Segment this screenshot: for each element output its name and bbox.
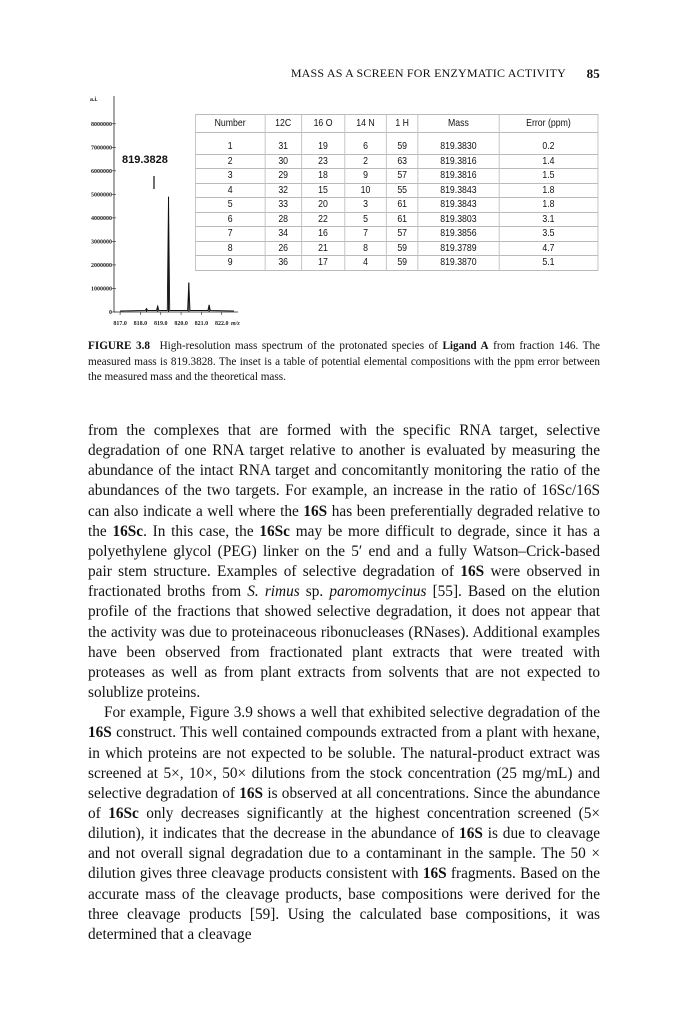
cell-mass: 819.3803	[418, 212, 499, 227]
page-header	[88, 66, 600, 82]
y-tick-label: 1000000	[91, 286, 112, 293]
cell-1h: 63	[386, 154, 417, 169]
header-12c: 12C	[265, 115, 302, 133]
p2-text: is observed at all concentrations. Since the abundance of	[88, 784, 600, 822]
cell-14n: 7	[345, 227, 387, 242]
x-tick-label: 818.0	[133, 321, 148, 327]
p2-bold: 16Sc	[108, 804, 139, 822]
cell-error: 0.2	[499, 133, 598, 155]
cell-14n: 6	[345, 133, 387, 155]
cell-error: 1.8	[499, 183, 598, 198]
paragraph-2	[88, 703, 600, 945]
cell-12c: 28	[265, 212, 302, 227]
x-axis-ticks	[113, 312, 228, 327]
cell-1h: 61	[386, 212, 417, 227]
table-row	[195, 154, 598, 169]
cell-14n: 8	[345, 241, 387, 256]
cell-error: 5.1	[499, 256, 598, 271]
y-tick-label: 5000000	[91, 192, 112, 199]
cell-mass: 819.3830	[418, 133, 499, 155]
cell-14n: 4	[345, 256, 387, 271]
elemental-composition-table	[195, 114, 598, 271]
cell-mass: 819.3816	[418, 169, 499, 184]
figure-caption	[88, 339, 600, 386]
cell-12c: 36	[265, 256, 302, 271]
table-row	[195, 169, 598, 184]
cell-14n: 5	[345, 212, 387, 227]
cell-12c: 32	[265, 183, 302, 198]
x-tick-label: 822.0	[214, 321, 229, 327]
cell-1h: 59	[386, 133, 417, 155]
paragraph-1	[88, 421, 600, 703]
p2-bold: 16S	[422, 865, 447, 883]
p1-bold: 16Sc	[259, 522, 290, 540]
cell-mass: 819.3789	[418, 241, 499, 256]
cell-number: 8	[195, 241, 264, 256]
figure-label: FIGURE 3.8	[88, 340, 151, 352]
p2-text: For example, Figure 3.9 shows a well that exhibited selective degradation of the	[104, 704, 600, 722]
p1-text: were observed in fractionated broths from	[88, 563, 601, 601]
cell-number: 9	[195, 256, 264, 271]
x-tick-label: 819.0	[154, 321, 168, 327]
cell-16o: 17	[302, 256, 345, 271]
p1-italic: paromomycinus	[329, 583, 427, 601]
header-number: Number	[195, 115, 264, 133]
header-14n: 14 N	[345, 115, 387, 133]
cell-14n: 2	[345, 154, 387, 169]
p1-text: sp.	[305, 583, 324, 601]
p2-text: fragments. Based on the accurate mass of the cleavage products, base compositions were derived for the three cleavage products [59]. Using the calculated base compositions, it was determined that a cleavage	[88, 865, 601, 943]
y-tick-label: 3000000	[91, 239, 112, 246]
cell-16o: 18	[302, 169, 345, 184]
caption-ligand: Ligand A	[442, 340, 489, 352]
y-tick-label: 0	[109, 310, 112, 316]
cell-16o: 19	[302, 133, 345, 155]
cell-error: 4.7	[499, 241, 598, 256]
cell-12c: 26	[265, 241, 302, 256]
figure-3-8	[88, 92, 600, 332]
p2-text: construct. This well contained compounds extracted from a plant with hexane, in which proteins are not expected to be soluble. The natural-product extract was screened at 5×, 10×, 50× dilutions from the stock concentration (25 mg/mL) and selective degradation of	[88, 724, 600, 802]
cell-1h: 57	[386, 169, 417, 184]
cell-16o: 22	[302, 212, 345, 227]
p2-text: is due to cleavage and not overall signal degradation due to a contaminant in the sample. The 50 × dilution gives three cleavage products consistent with	[88, 825, 601, 883]
table-row	[195, 212, 598, 227]
cell-14n: 10	[345, 183, 387, 198]
table-row	[195, 256, 598, 271]
table-row	[195, 227, 598, 242]
p2-bold: 16S	[88, 724, 112, 742]
p2-bold: 16S	[239, 784, 264, 802]
cell-number: 7	[195, 227, 264, 242]
header-1h: 1 H	[386, 115, 417, 133]
p1-bold: 16S	[460, 563, 485, 581]
y-tick-label: 2000000	[91, 262, 112, 269]
cell-16o: 21	[302, 241, 345, 256]
cell-number: 4	[195, 183, 264, 198]
cell-12c: 29	[265, 169, 302, 184]
cell-number: 1	[195, 133, 264, 155]
peak-label: 819.3828	[122, 154, 168, 166]
cell-mass: 819.3816	[418, 154, 499, 169]
header-error: Error (ppm)	[499, 115, 598, 133]
cell-14n: 9	[345, 169, 387, 184]
cell-12c: 33	[265, 198, 302, 213]
cell-1h: 57	[386, 227, 417, 242]
x-tick-label: 820.0	[174, 321, 188, 327]
table-row	[195, 133, 598, 155]
body-text	[88, 421, 600, 945]
cell-1h: 61	[386, 198, 417, 213]
cell-16o: 15	[302, 183, 345, 198]
cell-mass: 819.3843	[418, 198, 499, 213]
cell-16o: 23	[302, 154, 345, 169]
caption-text-1: High-resolution mass spectrum of the protonated species of	[159, 340, 438, 352]
p2-bold: 16S	[459, 825, 483, 843]
table-row	[195, 183, 598, 198]
y-tick-label: 6000000	[91, 168, 112, 175]
y-tick-label: 8000000	[91, 121, 112, 128]
p1-text: may be more difficult to degrade, since it has a polyethylene glycol (PEG) linker on the 5′ end and a fully Watson–Crick-based pair stem structure. Examples of selective degradation of	[88, 522, 600, 581]
cell-mass: 819.3870	[418, 256, 499, 271]
cell-1h: 55	[386, 183, 417, 198]
table-header-row	[195, 115, 598, 133]
cell-mass: 819.3856	[418, 227, 499, 242]
cell-number: 5	[195, 198, 264, 213]
cell-mass: 819.3843	[418, 183, 499, 198]
header-mass: Mass	[418, 115, 499, 133]
cell-error: 1.8	[499, 198, 598, 213]
p1-italic: S. rimus	[247, 583, 300, 601]
y-tick-label: 4000000	[91, 215, 112, 222]
y-axis-ticks	[91, 122, 116, 316]
page-number: 85	[586, 66, 600, 81]
cell-16o: 16	[302, 227, 345, 242]
p1-text: [55]. Based on the elution profile of the fractions that showed selective degradation, it does not appear that the activity was due to proteinaceous ribonucleases (RNases). Additional examples have been observed from fractionated plant extracts that were treated with proteases as well as from plant extracts from solvents that are not expected to solublize proteins.	[88, 583, 601, 702]
p2-text: only decreases significantly at the highest concentration screened (5× dilution), it indicates that the decrease in the abundance of	[88, 804, 600, 843]
p1-text: . In this case, the	[143, 522, 254, 540]
cell-error: 1.5	[499, 169, 598, 184]
cell-16o: 20	[302, 198, 345, 213]
x-unit-label: m/z	[231, 321, 240, 327]
p1-bold: 16Sc	[112, 522, 144, 540]
x-tick-label: 817.0	[113, 321, 127, 327]
cell-12c: 30	[265, 154, 302, 169]
cell-error: 3.1	[499, 212, 598, 227]
caption-text-2: from fraction 146. The measured mass is 819.3828. The inset is a table of potential elemental compositions with the ppm error between the measured mass and the theoretical mass.	[88, 340, 601, 383]
cell-12c: 31	[265, 133, 302, 155]
cell-14n: 3	[345, 198, 387, 213]
cell-number: 2	[195, 154, 264, 169]
cell-number: 6	[195, 212, 264, 227]
p1-bold: 16S	[303, 502, 328, 520]
running-title: MASS AS A SCREEN FOR ENZYMATIC ACTIVITY	[290, 66, 566, 80]
p1-text: from the complexes that are formed with the specific RNA target, selective degradation of one RNA target relative to another is evaluated by measuring the abundance of the intact RNA target and concomitantly monitoring the ratio of the abundances of the two targets. For example, an increase in the ratio of 16Sc/16S can also indicate a well where the	[88, 422, 600, 520]
table-row	[195, 241, 598, 256]
x-tick-label: 821.0	[194, 321, 209, 327]
y-unit-label: a.i.	[90, 97, 98, 103]
y-tick-label: 7000000	[91, 145, 112, 152]
cell-1h: 59	[386, 241, 417, 256]
table-row	[195, 198, 598, 213]
cell-error: 3.5	[499, 227, 598, 242]
cell-number: 3	[195, 169, 264, 184]
cell-12c: 34	[265, 227, 302, 242]
cell-1h: 59	[386, 256, 417, 271]
cell-error: 1.4	[499, 154, 598, 169]
p1-text: has been preferentially degraded relative to the	[88, 502, 600, 540]
header-16o: 16 O	[302, 115, 345, 133]
